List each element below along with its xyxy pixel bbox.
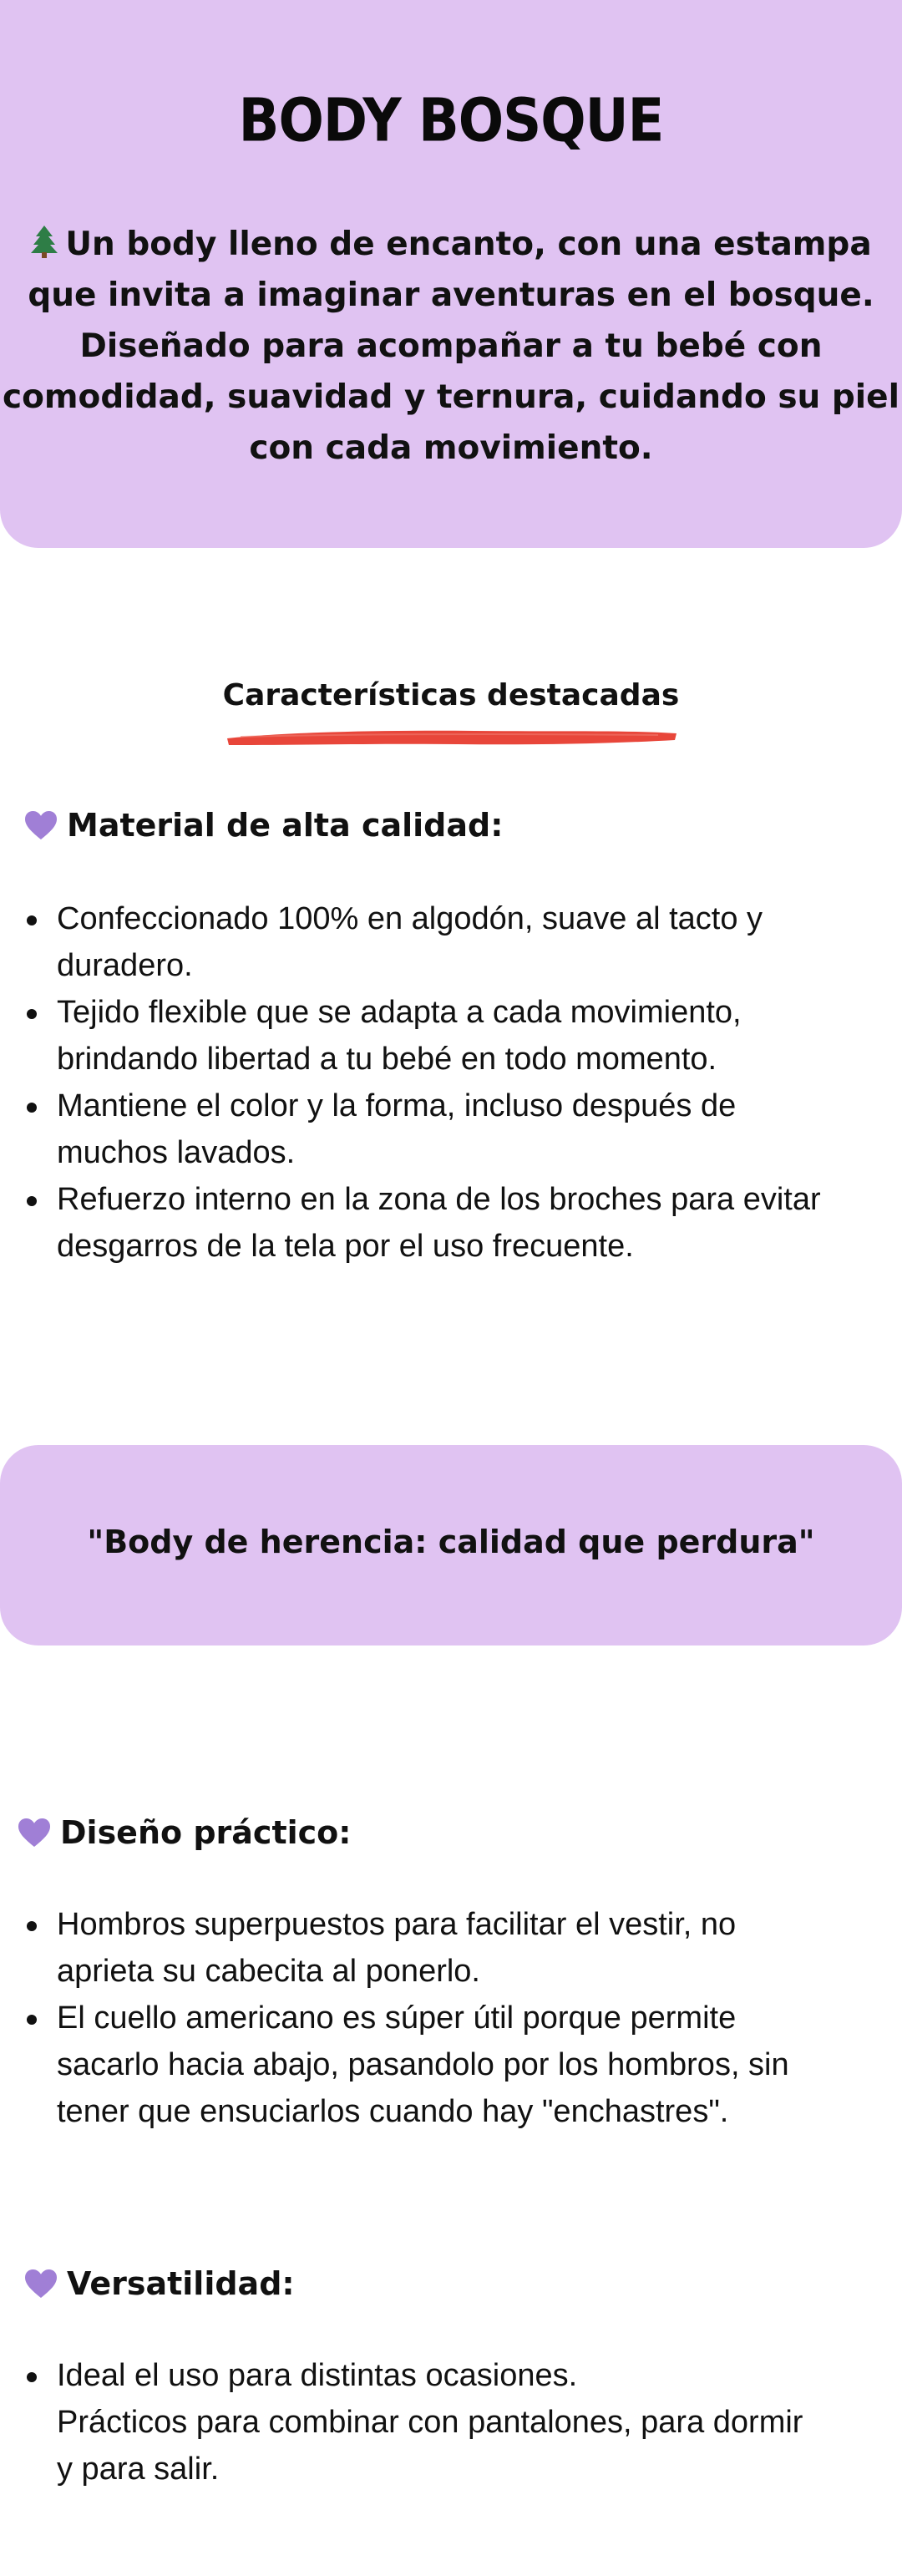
versatility-title: Versatilidad: <box>67 2265 295 2302</box>
versatility-bullet-list <box>25 2352 885 2492</box>
description-line-3: Diseñado para acompañar a tu bebé con <box>79 327 823 365</box>
list-item: Confeccionado 100% en algodón, suave al tacto y duradero. <box>25 895 885 989</box>
quote-banner <box>0 1445 902 1645</box>
description-line-2: que invita a imaginar aventuras en el bosque. <box>28 276 874 314</box>
heading-underline-brush <box>224 727 680 748</box>
list-item: Mantiene el color y la forma, incluso después de muchos lavados. <box>25 1083 885 1176</box>
material-title: Material de alta calidad: <box>67 807 504 844</box>
product-title: BODY BOSQUE <box>238 86 664 156</box>
hero-panel <box>0 0 902 548</box>
evergreen-tree-icon <box>30 225 58 258</box>
material-bullet-list <box>25 895 885 1270</box>
purple-heart-icon <box>23 809 58 841</box>
list-item: Tejido flexible que se adapta a cada movimiento, brindando libertad a tu bebé en todo momento. <box>25 989 885 1083</box>
description-line-4: comodidad, suavidad y ternura, cuidando su piel <box>3 378 899 416</box>
list-item: El cuello americano es súper útil porque permite sacarlo hacia abajo, pasandolo por los hombros, sin tener que ensuciarlos cuando hay "enchastres". <box>25 1995 885 2135</box>
purple-heart-icon <box>23 2268 58 2300</box>
design-bullet-list <box>25 1901 885 2135</box>
list-item: Hombros superpuestos para facilitar el vestir, no aprieta su cabecita al ponerlo. <box>25 1901 885 1995</box>
quote-text: "Body de herencia: calidad que perdura" <box>87 1524 815 1560</box>
design-title: Diseño práctico: <box>60 1814 352 1851</box>
list-item: Refuerzo interno en la zona de los broches para evitar desgarros de la tela por el uso frecuente. <box>25 1176 885 1270</box>
product-description <box>0 219 902 474</box>
description-line-1: Un body lleno de encanto, con una estampa <box>0 219 902 270</box>
material-heading <box>23 807 503 844</box>
design-heading <box>17 1814 351 1851</box>
versatility-heading <box>23 2265 295 2302</box>
description-line-5: con cada movimiento. <box>249 429 653 467</box>
purple-heart-icon <box>17 1817 52 1848</box>
features-heading: Características destacadas <box>222 678 680 712</box>
list-item: Ideal el uso para distintas ocasiones. Prácticos para combinar con pantalones, para dormir y para salir. <box>25 2352 885 2492</box>
